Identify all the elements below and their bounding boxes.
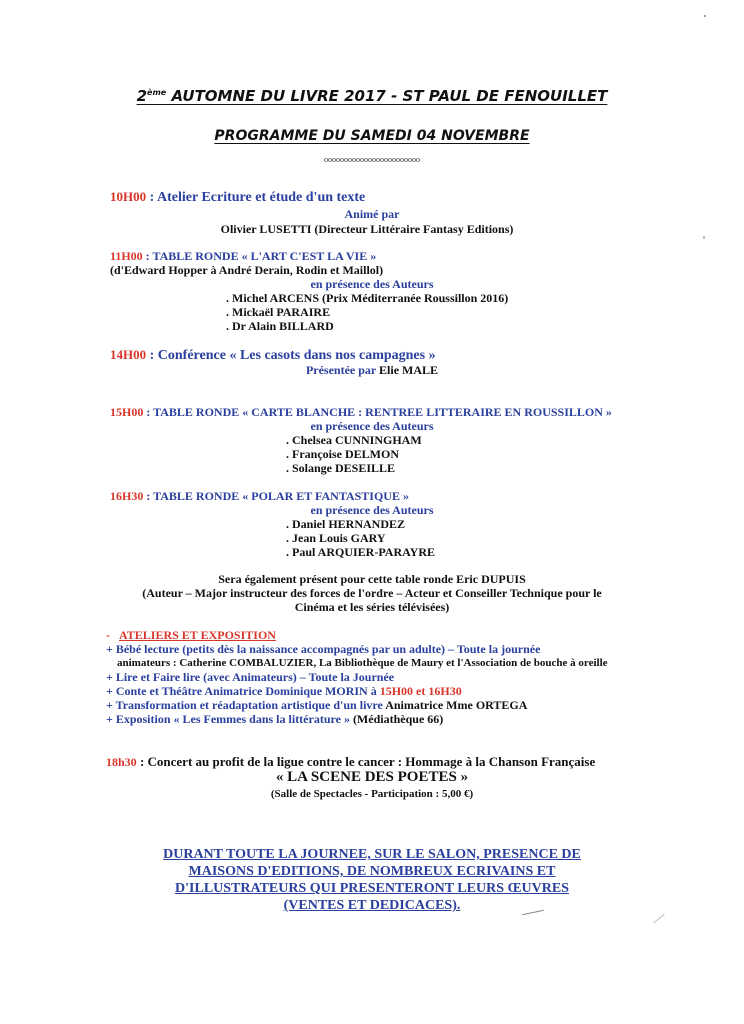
title-superscript: ème: [147, 88, 167, 97]
author-item: . Solange DESEILLE: [286, 461, 396, 475]
event-title: : Conférence « Les casots dans nos campagnes »: [149, 348, 436, 363]
event-time: 15H00: [110, 405, 144, 419]
event-5-by: en présence des Auteurs: [310, 503, 434, 517]
event-2-by: en présence des Auteurs: [310, 277, 434, 291]
event-title: : Atelier Ecriture et étude d'un texte: [149, 190, 366, 205]
concert-info: (Salle de Spectacles - Participation : 5,00 €): [270, 788, 474, 800]
event-3-person: Elie MALE: [379, 363, 439, 377]
page-title: [0, 87, 744, 105]
divider: oooooooooooooooooooooooo: [324, 155, 420, 164]
event-time: 16H30: [110, 489, 144, 503]
atelier-animators: animateurs : Catherine COMBALUZIER, La Bibliothèque de Maury et l'Association de bouche à oreille: [117, 657, 608, 669]
guest-note-line: (Auteur – Major instructeur des forces de l'ordre – Acteur et Conseiller Technique pour le: [142, 586, 602, 600]
atelier-item: [106, 712, 443, 727]
title-text: AUTOMNE DU LIVRE 2017 - ST PAUL DE FENOUILLET: [171, 87, 608, 105]
atelier-text: + Transformation et réadaptation artistique d'un livre: [106, 698, 383, 712]
event-1-heading: [110, 189, 365, 206]
author-item: . Dr Alain BILLARD: [226, 319, 334, 333]
event-title: : TABLE RONDE « CARTE BLANCHE : RENTREE LITTERAIRE EN ROUSSILLON »: [146, 405, 612, 419]
author-item: . Jean Louis GARY: [286, 531, 386, 545]
author-item: . Mickaël PARAIRE: [226, 305, 331, 319]
concert-heading: [106, 754, 595, 770]
concert-title: : Concert au profit de la ligue contre le cancer : Hommage à la Chanson Française: [139, 754, 596, 769]
author-item: . Daniel HERNANDEZ: [286, 517, 406, 531]
scan-scribble: [653, 914, 664, 924]
footer-line: MAISONS D'EDITIONS, DE NOMBREUX ECRIVAINS ET: [188, 864, 556, 879]
event-3-heading: [110, 347, 436, 364]
ateliers-dash: -: [106, 628, 110, 642]
footer-line: (VENTES ET DEDICACES).: [283, 898, 461, 913]
event-time: 14H00: [110, 347, 147, 362]
event-1-by: Animé par: [344, 207, 400, 221]
event-4-by: en présence des Auteurs: [310, 419, 434, 433]
page-subtitle: PROGRAMME DU SAMEDI 04 NOVEMBRE: [214, 128, 530, 144]
concert-name: « LA SCENE DES POETES »: [275, 769, 469, 785]
event-title: : TABLE RONDE « POLAR ET FANTASTIQUE »: [146, 489, 409, 503]
scan-speck: [703, 236, 705, 239]
scan-speck: [704, 15, 706, 17]
atelier-text: + Conte et Théâtre Animatrice Dominique MORIN à: [106, 684, 377, 698]
atelier-item: [106, 684, 462, 699]
footer-line: D'ILLUSTRATEURS QUI PRESENTERONT LEURS ŒUVRES: [175, 881, 569, 896]
ateliers-heading: [106, 628, 276, 643]
guest-note-line: Cinéma et les séries télévisées): [294, 600, 450, 614]
atelier-location: (Médiathèque 66): [352, 712, 444, 726]
event-5-heading: [110, 489, 409, 504]
event-title: : TABLE RONDE « L'ART C'EST LA VIE »: [145, 249, 377, 263]
event-3-by-line: [0, 363, 744, 378]
guest-note-line: Sera également présent pour cette table ronde Eric DUPUIS: [218, 572, 526, 586]
concert-time: 18h30: [106, 755, 137, 769]
atelier-item: + Bébé lecture (petits dès la naissance accompagnés par un adulte) – Toute la journée: [106, 642, 541, 656]
atelier-item: [106, 698, 527, 713]
ateliers-title: ATELIERS ET EXPOSITION: [119, 628, 276, 642]
footer-notice: [0, 846, 744, 914]
title-number: 2: [136, 87, 148, 105]
author-item: . Paul ARQUIER-PARAYRE: [286, 545, 436, 559]
event-time: 10H00: [110, 189, 147, 204]
atelier-times: 15H00 et 16H30: [379, 684, 462, 698]
event-2-heading: [110, 249, 376, 264]
author-item: . Michel ARCENS (Prix Méditerranée Roussillon 2016): [226, 291, 509, 305]
event-2-subtitle: (d'Edward Hopper à André Derain, Rodin et Maillol): [110, 263, 384, 277]
author-item: . Chelsea CUNNINGHAM: [286, 433, 422, 447]
event-4-heading: [110, 405, 612, 420]
event-1-person: Olivier LUSETTI (Directeur Littéraire Fantasy Editions): [220, 222, 514, 236]
footer-line: DURANT TOUTE LA JOURNEE, SUR LE SALON, PRESENCE DE: [163, 847, 581, 862]
event-3-by: Présentée par: [305, 363, 377, 377]
atelier-item: + Lire et Faire lire (avec Animateurs) – Toute la Journée: [106, 670, 395, 684]
atelier-animator: Animatrice Mme ORTEGA: [385, 698, 528, 712]
event-time: 11H00: [110, 249, 143, 263]
author-item: . Françoise DELMON: [286, 447, 399, 461]
atelier-text: + Exposition « Les Femmes dans la littérature »: [106, 712, 350, 726]
